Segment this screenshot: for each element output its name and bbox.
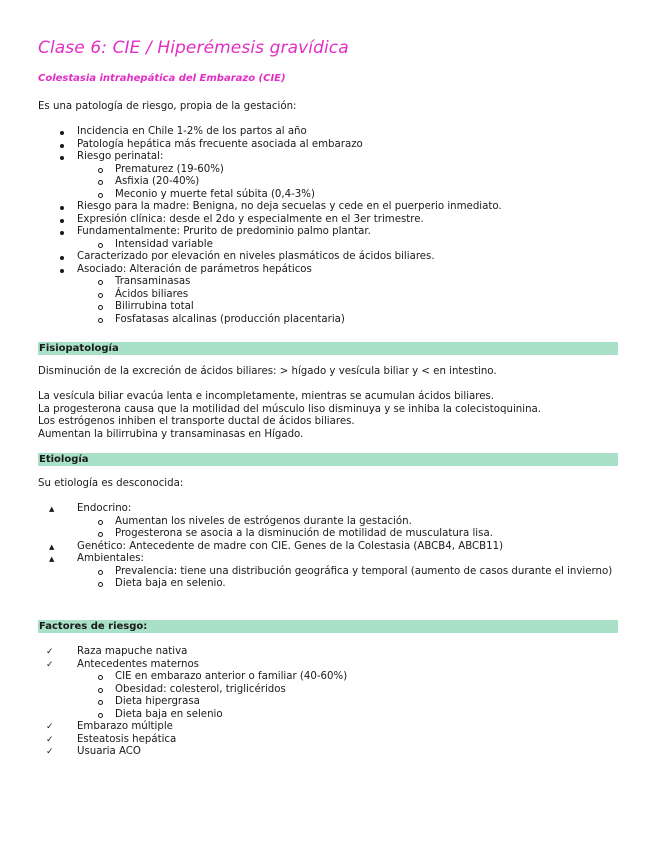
list-item-text: Dieta baja en selenio.: [115, 578, 226, 589]
list-item-text: Asociado: Alteración de parámetros hepáticos: [77, 263, 312, 275]
list-item-text: Patología hepática más frecuente asociada al embarazo: [77, 138, 363, 150]
sub-list-item: [0, 276, 502, 289]
hollow-bullet-icon: [98, 168, 103, 173]
section-heading-etiologia: Etiología: [38, 453, 618, 466]
list-item: [0, 226, 502, 239]
list-item: [0, 264, 502, 277]
list-item-text: Riesgo para la madre: Benigna, no deja secuelas y cede en el puerperio inmediato.: [77, 201, 502, 212]
hollow-bullet-icon: [98, 243, 103, 248]
hollow-bullet-icon: [98, 318, 103, 323]
hollow-bullet-icon: [98, 700, 103, 705]
list-item: [0, 126, 502, 139]
page-title: Clase 6: CIE / Hiperémesis gravídica: [38, 38, 349, 58]
intro-text: Es una patología de riesgo, propia de la gestación:: [38, 101, 297, 112]
intro-list: [0, 126, 502, 326]
triangle-bullet-icon: ▲: [49, 542, 55, 551]
list-item-text: Fosfatasas alcalinas (producción placentaria): [115, 313, 345, 325]
list-item-text: Esteatosis hepática: [77, 733, 177, 745]
list-item-text: Meconio y muerte fetal súbita (0,4-3%): [115, 188, 315, 200]
sub-list-item: [0, 314, 502, 327]
check-bullet-icon: ✓: [46, 722, 54, 732]
list-item: [0, 214, 502, 227]
bullet-icon: [60, 231, 64, 235]
sub-list-item: [0, 709, 347, 722]
check-bullet-icon: ✓: [46, 747, 54, 757]
sub-list-item: [0, 189, 502, 202]
fisio-line: Los estrógenos inhiben el transporte ductal de ácidos biliares.: [38, 416, 355, 427]
sub-list-item: [0, 516, 617, 529]
list-item-text: Fundamentalmente: Prurito de predominio palmo plantar.: [77, 226, 371, 237]
check-bullet-icon: ✓: [46, 659, 54, 670]
fisio-line: Aumentan la bilirrubina y transaminasas en Hígado.: [38, 428, 304, 440]
fisio-lead: Disminución de la excreción de ácidos biliares: > hígado y vesícula biliar y < en intestino.: [38, 366, 497, 377]
bullet-icon: [60, 256, 64, 260]
sub-list-item: [0, 528, 617, 541]
sub-list-item: [0, 696, 347, 709]
sub-list-item: [0, 684, 347, 697]
section-heading-factores-riesgo: Factores de riesgo:: [38, 620, 618, 633]
triangle-bullet-icon: ▲: [49, 555, 55, 563]
list-item-text: Genético: Antecedente de madre con CIE. Genes de la Colestasia (ABCB4, ABCB11): [77, 540, 504, 552]
sub-list-item: [0, 164, 502, 177]
list-item-text: Aumentan los niveles de estrógenos durante la gestación.: [115, 515, 412, 527]
hollow-bullet-icon: [98, 582, 103, 587]
list-item-text: Asfixia (20-40%): [115, 176, 200, 187]
list-item-text: Riesgo perinatal:: [77, 151, 164, 162]
list-item: [0, 151, 502, 164]
sub-list-item: [0, 566, 617, 579]
hollow-bullet-icon: [98, 520, 103, 525]
check-bullet-icon: ✓: [46, 734, 54, 745]
hollow-bullet-icon: [98, 675, 103, 680]
etio-lead: Su etiología es desconocida:: [38, 478, 184, 489]
list-item-text: CIE en embarazo anterior o familiar (40-60%): [115, 671, 348, 682]
list-item-text: Raza mapuche nativa: [77, 646, 188, 657]
list-item-text: Prematurez (19-60%): [115, 163, 224, 175]
triangle-bullet-icon: ▲: [49, 505, 55, 513]
bullet-icon: [60, 156, 64, 160]
etio-list: [0, 503, 617, 591]
list-item: [0, 541, 617, 554]
list-item-text: Ambientales:: [77, 553, 144, 564]
hollow-bullet-icon: [98, 688, 103, 693]
sub-list-item: [0, 671, 347, 684]
list-item: [0, 659, 347, 672]
hollow-bullet-icon: [98, 193, 103, 198]
sub-list-item: [0, 176, 502, 189]
hollow-bullet-icon: [98, 570, 103, 575]
list-item: [0, 746, 347, 759]
sub-list-item: [0, 289, 502, 302]
list-item-text: Intensidad variable: [115, 238, 213, 250]
hollow-bullet-icon: [98, 305, 103, 310]
list-item-text: Usuaria ACO: [77, 746, 141, 757]
list-item-text: Ácidos biliares: [115, 288, 189, 300]
hollow-bullet-icon: [98, 713, 103, 718]
hollow-bullet-icon: [98, 180, 103, 185]
riesgo-list: [0, 646, 347, 759]
hollow-bullet-icon: [98, 532, 103, 537]
list-item-text: Caracterizado por elevación en niveles plasmáticos de ácidos biliares.: [77, 251, 435, 262]
list-item-text: Antecedentes maternos: [77, 658, 199, 670]
list-item-text: Embarazo múltiple: [77, 721, 173, 732]
list-item-text: Transaminasas: [115, 276, 191, 287]
list-item-text: Dieta hipergrasa: [115, 696, 200, 707]
fisio-line: La vesícula biliar evacúa lenta e incompletamente, mientras se acumulan ácidos biliares.: [38, 391, 495, 402]
sub-list-item: [0, 239, 502, 252]
list-item-text: Progesterona se asocia a la disminución de motilidad de musculatura lisa.: [115, 528, 493, 539]
sub-list-item: [0, 578, 617, 591]
list-item: [0, 553, 617, 566]
sub-list-item: [0, 301, 502, 314]
list-item: [0, 251, 502, 264]
list-item-text: Prevalencia: tiene una distribución geográfica y temporal (aumento de casos durante el invierno): [115, 565, 613, 577]
list-item-text: Incidencia en Chile 1-2% de los partos al año: [77, 126, 307, 137]
section-subtitle: Colestasia intrahepática del Embarazo (CIE): [38, 73, 286, 84]
list-item-text: Obesidad: colesterol, triglicéridos: [115, 683, 286, 695]
list-item: [0, 721, 347, 734]
list-item: [0, 201, 502, 214]
bullet-icon: [60, 269, 64, 273]
fisio-paragraph: [38, 391, 541, 441]
list-item-text: Expresión clínica: desde el 2do y especialmente en el 3er trimestre.: [77, 213, 424, 225]
bullet-icon: [60, 219, 64, 223]
list-item: [0, 734, 347, 747]
fisio-line: La progesterona causa que la motilidad del músculo liso disminuya y se inhiba la colecistoquinina.: [38, 403, 542, 415]
list-item-text: Endocrino:: [77, 503, 132, 514]
list-item-text: Dieta baja en selenio: [115, 708, 223, 720]
bullet-icon: [60, 144, 64, 148]
list-item: [0, 503, 617, 516]
bullet-icon: [60, 131, 64, 135]
check-bullet-icon: ✓: [46, 647, 54, 657]
list-item: [0, 646, 347, 659]
section-heading-fisiopatologia: Fisiopatología: [38, 342, 618, 355]
hollow-bullet-icon: [98, 280, 103, 285]
list-item-text: Bilirrubina total: [115, 301, 194, 312]
list-item: [0, 139, 502, 152]
hollow-bullet-icon: [98, 293, 103, 298]
bullet-icon: [60, 206, 64, 210]
